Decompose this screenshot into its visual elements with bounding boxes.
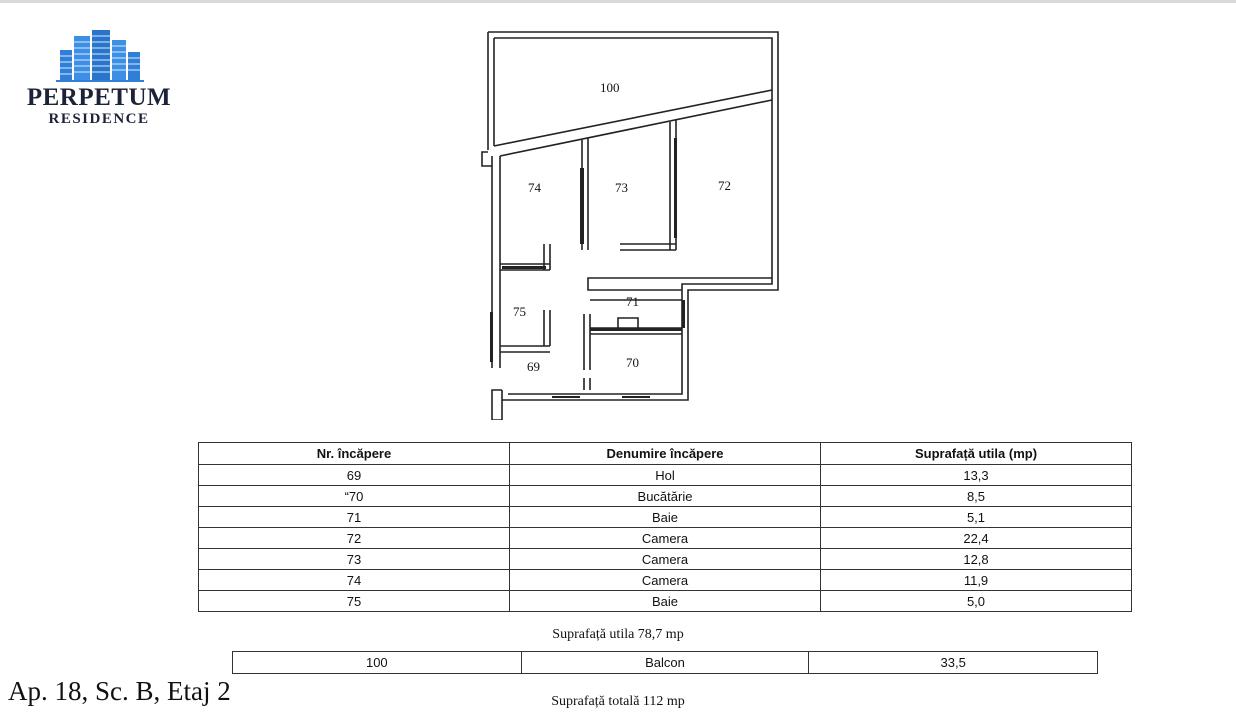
room-label-70: 70 (626, 355, 639, 370)
table-header-row (199, 443, 1132, 465)
cell-room-area: 22,4 (821, 528, 1132, 549)
table-row (199, 570, 1132, 591)
cell-room-name: Baie (510, 591, 821, 612)
cell-room-number: “70 (199, 486, 510, 507)
cell-room-name: Camera (510, 549, 821, 570)
header-room-name: Denumire încăpere (510, 443, 821, 465)
cell-room-name: Hol (510, 465, 821, 486)
useful-area-caption: Suprafață utila 78,7 mp (552, 627, 684, 642)
cell-room-number: 74 (199, 570, 510, 591)
cell-room-area: 5,1 (821, 507, 1132, 528)
brand-subtitle: RESIDENCE (48, 111, 150, 127)
cell-room-area: 8,5 (821, 486, 1132, 507)
rooms-table (198, 442, 1132, 612)
perpetum-logo (14, 28, 184, 133)
header-useful-area: Suprafață utila (mp) (821, 443, 1132, 465)
room-label-73: 73 (615, 180, 628, 195)
brand-name: PERPETUM (26, 84, 172, 111)
apartment-title: Ap. 18, Sc. B, Etaj 2 (8, 676, 231, 706)
room-label-71: 71 (626, 294, 639, 309)
table-row (199, 507, 1132, 528)
cell-room-name: Bucătărie (510, 486, 821, 507)
balcony-table (232, 651, 1098, 674)
table-row (199, 486, 1132, 507)
table-row (199, 465, 1132, 486)
room-label-100: 100 (600, 80, 620, 95)
cell-room-name: Baie (510, 507, 821, 528)
cell-room-number: 71 (199, 507, 510, 528)
cell-room-name: Camera (510, 528, 821, 549)
cell-room-number: 73 (199, 549, 510, 570)
cell-room-number: 69 (199, 465, 510, 486)
room-label-72: 72 (718, 178, 731, 193)
cell-room-number: 100 (233, 652, 522, 674)
table-row (199, 591, 1132, 612)
cell-room-area: 33,5 (809, 652, 1098, 674)
cell-room-name: Balcon (521, 652, 809, 674)
cell-room-name: Camera (510, 570, 821, 591)
cell-room-area: 12,8 (821, 549, 1132, 570)
cell-room-number: 72 (199, 528, 510, 549)
header-room-number: Nr. încăpere (199, 443, 510, 465)
room-label-74: 74 (528, 180, 541, 195)
cell-room-area: 5,0 (821, 591, 1132, 612)
top-divider (0, 0, 1236, 3)
room-label-69: 69 (527, 359, 540, 374)
cell-room-number: 75 (199, 591, 510, 612)
cell-room-area: 13,3 (821, 465, 1132, 486)
table-row (233, 652, 1098, 674)
cell-room-area: 11,9 (821, 570, 1132, 591)
floor-plan (478, 28, 790, 420)
table-row (199, 549, 1132, 570)
buildings-icon (56, 28, 144, 84)
table-row (199, 528, 1132, 549)
total-area-caption: Suprafață totală 112 mp (551, 694, 685, 709)
room-label-75: 75 (513, 304, 526, 319)
